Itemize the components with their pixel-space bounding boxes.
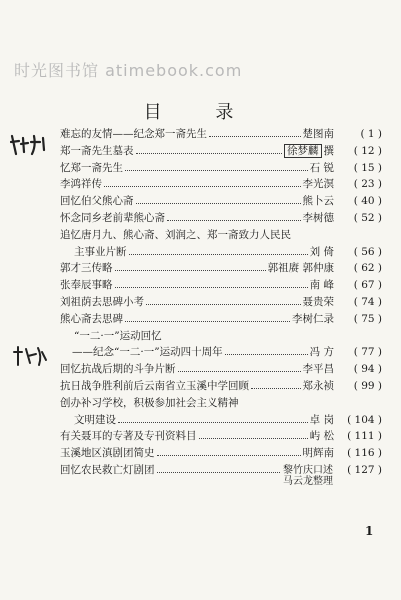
entry-page: ( 127 ) [347, 463, 382, 476]
entry-title: 怀念同乡老前辈熊心斋 [60, 211, 165, 224]
toc-entry-subtitle[interactable] [60, 344, 382, 361]
toc-entry[interactable] [60, 294, 382, 311]
page-title: 目 录 [143, 102, 258, 123]
entry-author: 刘 倚 [309, 245, 334, 258]
toc-entry[interactable] [60, 277, 382, 294]
toc-entry-continuation[interactable] [60, 244, 382, 261]
toc-entry-continuation[interactable] [60, 412, 382, 429]
entry-author: 黎竹庆口述 马云龙整理 [283, 464, 333, 487]
entry-title: 文明建设 [74, 413, 116, 426]
entry-author [284, 143, 336, 160]
handwritten-margin-mark [10, 132, 50, 158]
leader-dots [167, 213, 301, 221]
entry-author: 李树德 [302, 211, 334, 224]
toc-entry[interactable] [60, 445, 382, 462]
toc-entry[interactable] [60, 464, 382, 487]
entry-author: 楚图南 [302, 128, 334, 140]
entry-author-role: 撰 [323, 144, 334, 157]
toc-entry[interactable] [60, 143, 382, 160]
leader-dots [209, 129, 301, 137]
entry-page: ( 40 ) [353, 195, 382, 208]
leader-dots [251, 381, 301, 389]
leader-dots [125, 163, 308, 171]
toc-entry[interactable] [60, 361, 382, 378]
entry-page: ( 77 ) [353, 346, 382, 359]
entry-title: 李鸿祥传 [60, 178, 102, 191]
leader-dots [115, 280, 308, 288]
toc-entry[interactable] [60, 176, 382, 193]
toc-entry[interactable] [60, 428, 382, 445]
entry-author: 冯 方 [309, 346, 334, 359]
entry-page: ( 111 ) [347, 430, 382, 443]
table-of-contents [60, 126, 382, 489]
entry-title: 创办补习学校，积极参加社会主义精神 [60, 396, 239, 409]
entry-title: 追忆唐月九、熊心斋、刘润之、郑一斋致力人民民 [60, 228, 291, 241]
entry-title: 主事业片断 [74, 245, 127, 258]
entry-title: 郑一斋先生墓表 [60, 144, 134, 157]
toc-entry[interactable] [60, 160, 382, 177]
author-name-box: 徐梦麟 [284, 144, 322, 158]
entry-title: ——纪念“一二·一”运动四十周年 [72, 346, 223, 359]
toc-entry[interactable] [60, 126, 382, 143]
leader-dots [104, 179, 301, 187]
leader-dots [146, 297, 301, 305]
entry-page: ( 62 ) [353, 262, 382, 275]
toc-entry[interactable] [60, 260, 382, 277]
entry-author: 卓 岗 [309, 413, 334, 426]
entry-page: ( 15 ) [353, 161, 382, 174]
entry-page: ( 116 ) [347, 447, 382, 460]
entry-page: ( 56 ) [353, 245, 382, 258]
entry-author: 李树仁录 [292, 312, 334, 325]
entry-page: ( 67 ) [353, 279, 382, 292]
entry-title: 回忆伯父熊心斋 [60, 195, 134, 208]
entry-title: 忆郑一斋先生 [60, 161, 123, 174]
entry-title: 回忆抗战后期的斗争片断 [60, 363, 176, 376]
entry-page: ( 99 ) [353, 379, 382, 392]
entry-title: 刘祖荫去思碑小考 [60, 295, 144, 308]
entry-title: 难忘的友情——纪念郑一斋先生 [60, 128, 207, 140]
leader-dots [136, 146, 283, 154]
toc-entry[interactable] [60, 311, 382, 328]
page-number: 1 [365, 524, 374, 538]
leader-dots [157, 448, 301, 456]
toc-entry[interactable] [60, 395, 382, 412]
entry-author: 郭祖赓 郭仲康 [267, 262, 334, 275]
leader-dots [129, 247, 308, 255]
entry-page: ( 75 ) [353, 312, 382, 325]
entry-title: “一二·一”运动回忆 [74, 329, 162, 342]
toc-entry[interactable] [60, 328, 382, 345]
entry-page: ( 74 ) [353, 295, 382, 308]
entry-page: ( 104 ) [347, 413, 382, 426]
entry-author: 聂贵荣 [302, 295, 334, 308]
entry-title: 张奉辰事略 [60, 279, 113, 292]
entry-author: 石 锐 [309, 161, 334, 174]
leader-dots [115, 263, 266, 271]
leader-dots [199, 431, 308, 439]
entry-page: ( 94 ) [353, 363, 382, 376]
entry-title: 熊心斋去思碑 [60, 312, 123, 325]
toc-entry[interactable] [60, 378, 382, 395]
entry-page: ( 23 ) [353, 178, 382, 191]
entry-author: 李光溟 [302, 178, 334, 191]
entry-author: 屿 松 [309, 430, 334, 443]
entry-author: 明辉南 [302, 447, 334, 460]
leader-dots [225, 347, 308, 355]
leader-dots [157, 465, 281, 473]
entry-title: 郭才三传略 [60, 262, 113, 275]
watermark: 时光图书馆 atimebook.com [14, 61, 243, 80]
entry-page: ( 52 ) [353, 211, 382, 224]
toc-entry[interactable] [60, 193, 382, 210]
leader-dots [118, 415, 308, 423]
entry-author: 郑永祯 [302, 379, 334, 392]
entry-page: ( 12 ) [353, 144, 382, 157]
handwritten-margin-mark [12, 344, 48, 368]
entry-title: 抗日战争胜利前后云南省立玉溪中学回顾 [60, 379, 249, 392]
entry-page: ( 1 ) [360, 128, 382, 140]
toc-entry[interactable] [60, 227, 382, 244]
leader-dots [125, 314, 290, 322]
leader-dots [178, 364, 301, 372]
entry-author: 李平昌 [302, 363, 334, 376]
entry-author: 南 峰 [309, 279, 334, 292]
entry-title: 回忆农民救亡灯剧团 [60, 463, 155, 476]
toc-entry[interactable] [60, 210, 382, 227]
leader-dots [136, 196, 301, 204]
entry-title: 有关聂耳的专著及专刊资料目 [60, 430, 197, 443]
entry-author: 熊卜云 [302, 195, 334, 208]
entry-title: 玉溪地区滇剧团简史 [60, 447, 155, 460]
